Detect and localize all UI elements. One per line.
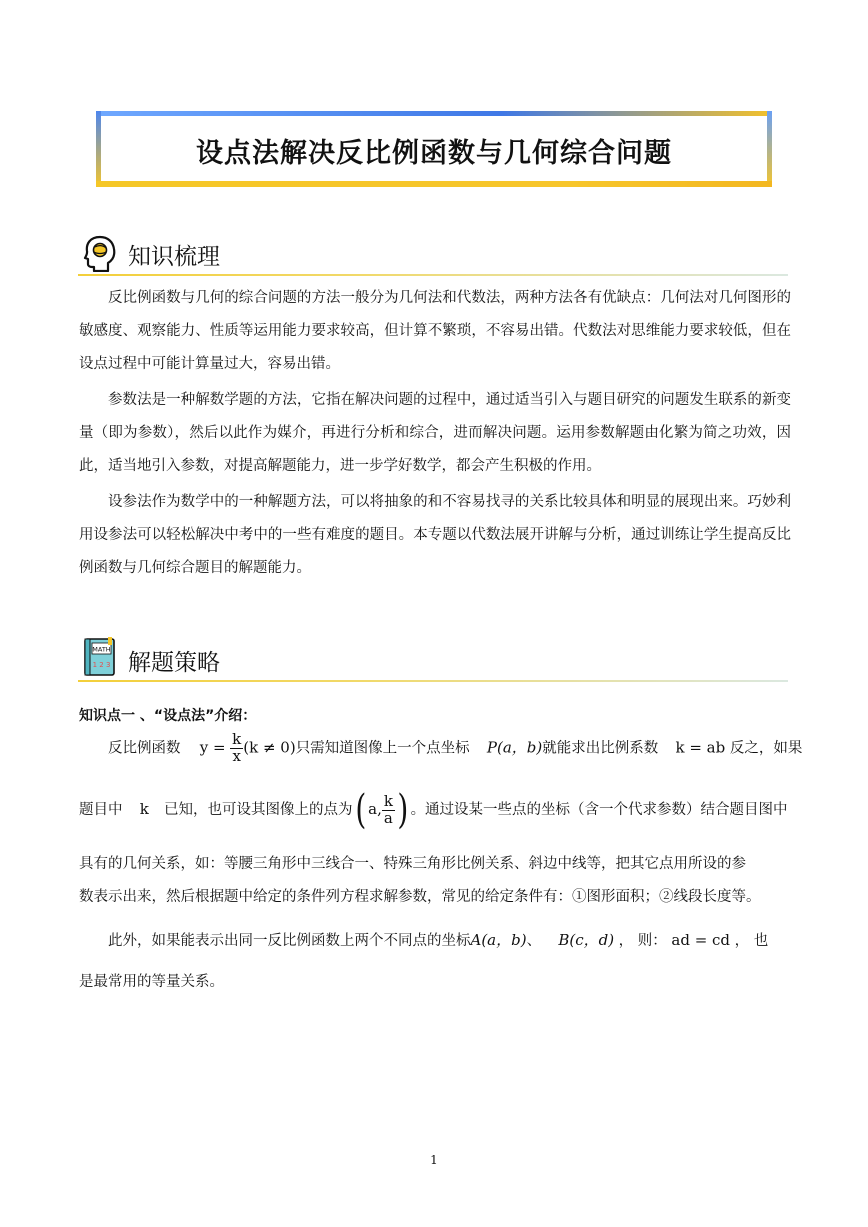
knowledge-point-heading: 知识点一 、“设点法”介绍： [79, 708, 257, 724]
paragraph-2: 参数法是一种解数学题的方法，它指在解决问题的过程中，通过适当引入与题目研究的问题发生联系的新变量（即为参数），然后以此作为媒介，再进行分析和综合，进而解决问题。运用参数解题由化繁为简之功效，因此，适当地引入参数，对提高解题能力，进一步学好数学，都会产生积极的作用。 [79, 392, 791, 474]
paragraph-1: 反比例函数与几何的综合问题的方法一般分为几何法和代数法，两种方法各有优缺点：几何法对几何图形的敏感度、观察能力、性质等运用能力要求较高，但计算不繁琐，不容易出错。代数法对思维能力要求较低，但在设点过程中可能计算量过大，容易出错。 [79, 290, 791, 372]
math-text: ad = cd [671, 931, 731, 949]
math-book-title: MATH [92, 645, 111, 654]
text-segment: 就能求出比例系数 [542, 740, 659, 757]
text-line-6: 是最常用的等量关系。 [79, 974, 224, 990]
formula-line-1 [108, 732, 802, 765]
page-number: 1 [430, 1153, 438, 1167]
section-knowledge-label: 知识梳理 [128, 244, 220, 270]
text-segment: 此外，如果能表示出同一反比例函数上两个不同点的坐标 [108, 933, 471, 949]
text-line-3: 具有的几何关系，如：等腰三角形中三线合一、特殊三角形比例关系、斜边中线等，把其它点用所设的参 [79, 856, 746, 872]
text-segment: ， 也 [734, 933, 769, 949]
formula-line-2: 题目中 k 已知，也可设其图像上的点为( a, $\frac{k}{a}$ ) 。通过设某一些点的坐标（含一个代求参数）结合题目图中 [79, 787, 788, 833]
head-brain-icon [82, 234, 118, 272]
formula-line-5 [108, 929, 768, 950]
math-book-digits: 1 2 3 [92, 661, 111, 669]
section-strategy-heading [78, 640, 788, 682]
page-title: 设点法解决反比例函数与几何综合问题 [196, 138, 672, 169]
text-segment: 、 [526, 933, 542, 949]
title-banner [96, 111, 772, 187]
text-segment: 反比例函数 [108, 740, 181, 757]
text-segment: 已知，也可设其图像上的点为 [164, 802, 353, 818]
math-text: a, [368, 800, 382, 818]
math-text: k [139, 800, 149, 818]
paragraph-3: 设参法作为数学中的一种解题方法，可以将抽象的和不容易找寻的关系比较具体和明显的展现出来。巧妙利用设参法可以轻松解决中考中的一些有难度的题目。本专题以代数法展开讲解与分析，通过训练让学生提高反比例函数与几何综合题目的解题能力。 [79, 494, 791, 576]
math-text: k = ab [675, 738, 726, 757]
fraction-k-over-x: $\frac{k}{x}$ [232, 730, 242, 765]
section-knowledge-heading [78, 234, 788, 276]
fraction-k-over-a: $\frac{k}{a}$ [383, 791, 393, 827]
text-segment: 只需知道图像上一个点坐标 [295, 740, 470, 757]
text-segment: ， 则： [618, 933, 667, 949]
math-text: A(a，b) [470, 931, 527, 949]
text-line-4: 数表示出来，然后根据题中给定的条件列方程求解参数，常见的给定条件有：①图形面积；②线段长度等。 [79, 889, 761, 905]
text-segment: 。通过设某一些点的坐标（含一个代求参数）结合题目图中 [410, 802, 788, 818]
section-strategy-label: 解题策略 [128, 650, 220, 676]
text-segment: 题目中 [79, 802, 123, 818]
math-text: P(a，b) [486, 738, 543, 757]
math-text: (k ≠ 0) [243, 738, 296, 757]
math-book-icon [82, 636, 118, 678]
math-text: y = [199, 738, 226, 757]
math-text: B(c，d) [558, 931, 615, 949]
text-segment: 反之，如果 [729, 740, 803, 757]
